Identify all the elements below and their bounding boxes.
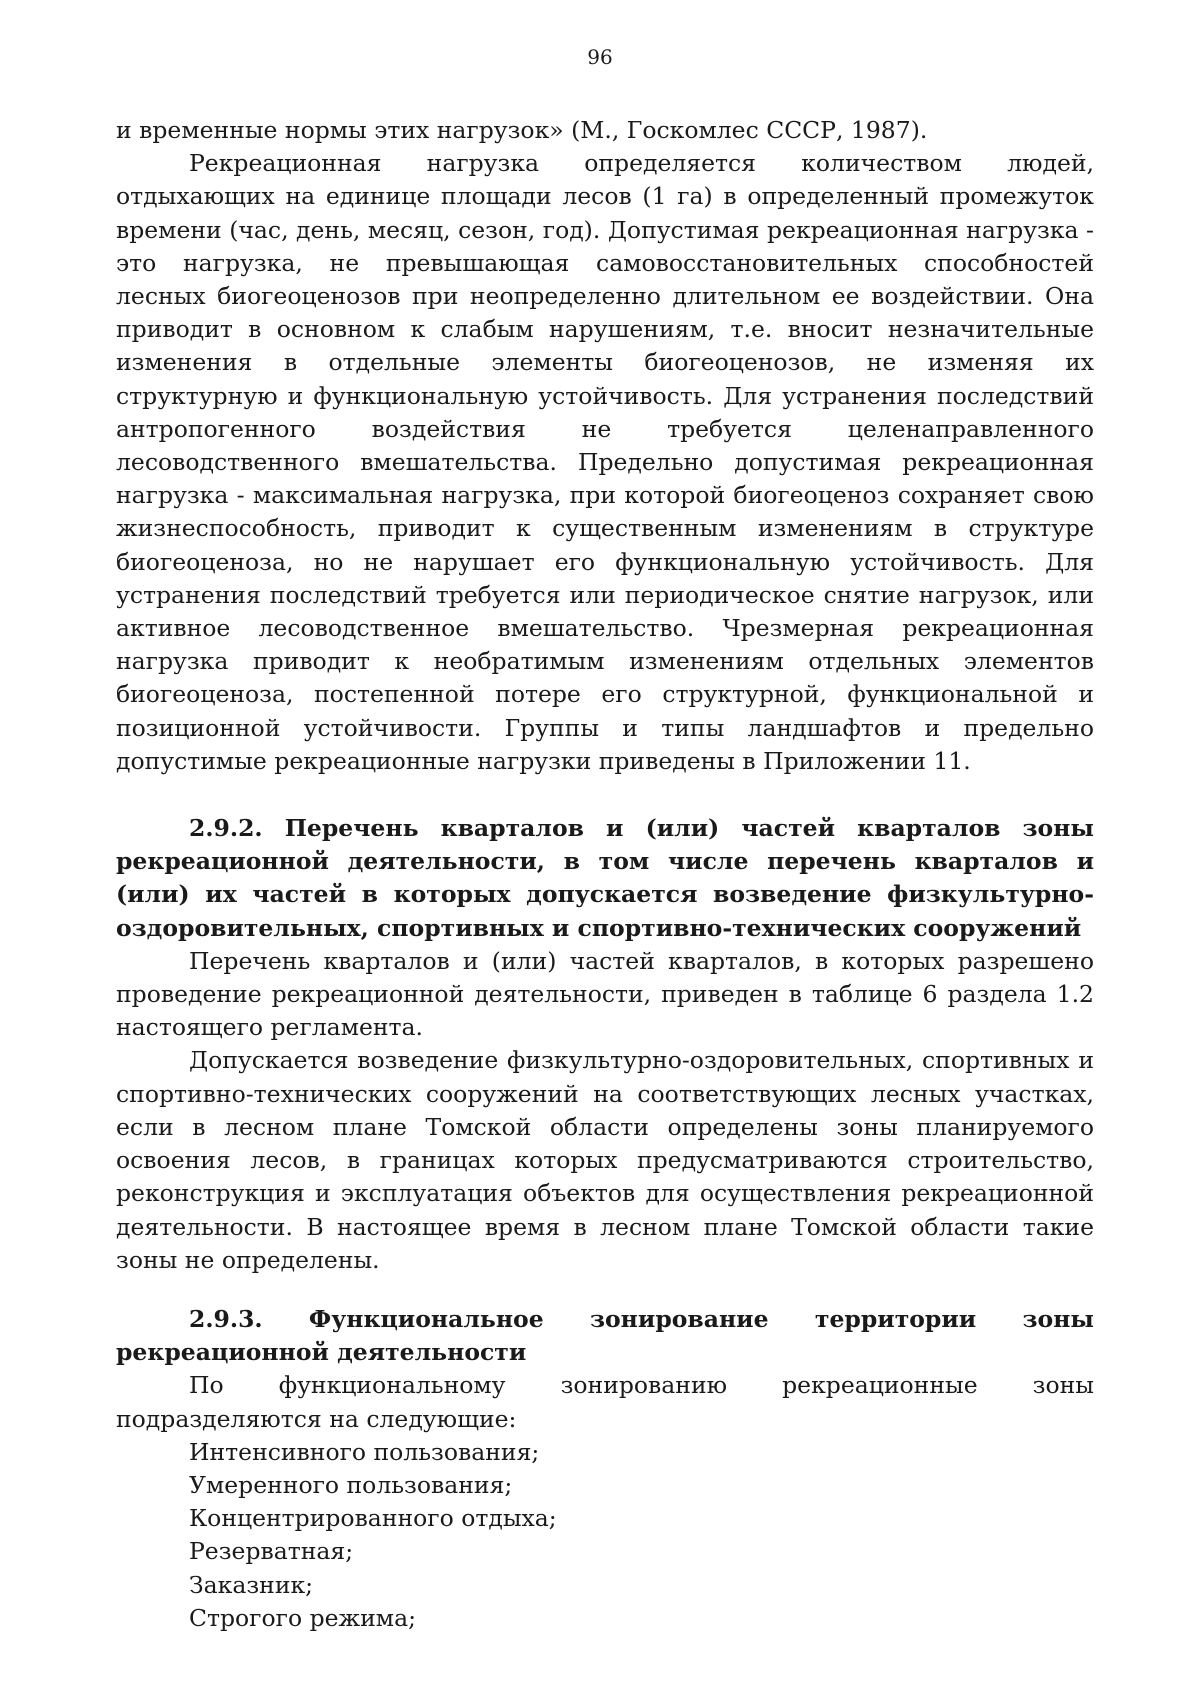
page-number: 96 xyxy=(587,45,613,69)
section-spacer xyxy=(116,778,1094,812)
list-item: Резерватная; xyxy=(189,1537,354,1566)
section-heading-2-9-3: 2.9.3. Функциональное зонирование территории зоны рекреационной деятельности xyxy=(116,1304,1094,1367)
list-item: Концентрированного отдыха; xyxy=(189,1504,557,1533)
list-item: Заказник; xyxy=(189,1570,314,1599)
list-item: Строгого режима; xyxy=(189,1603,417,1632)
paragraph-continuation: и временные нормы этих нагрузок» (М., Госкомлес СССР, 1987). xyxy=(116,116,928,144)
section-spacer xyxy=(116,1277,1094,1303)
paragraph-zoning-intro: По функциональному зонированию рекреационные зоны подразделяются на следующие: xyxy=(116,1371,1094,1433)
list-item: Интенсивного пользования; xyxy=(189,1437,540,1466)
section-heading-2-9-2: 2.9.2. Перечень кварталов и (или) частей кварталов зоны рекреационной деятельности, в том числе перечень кварталов и (или) их частей в которых допускается возведение физкультурно-оздоровительных, спортивных и спортивно-технических сооружений xyxy=(116,814,1094,942)
zones-list xyxy=(116,1436,1094,1635)
paragraph-construction-allowed: Допускается возведение физкультурно-оздоровительных, спортивных и спортивно-технических сооружений на соответствующих лесных участках, если в лесном плане Томской области определены зоны планируемого освоения лесов, в границах которых предусматриваются строительство, реконструкция и эксплуатация объектов для осуществления рекреационной деятельности. В настоящее время в лесном плане Томской области такие зоны не определены. xyxy=(116,1046,1094,1274)
paragraph-quarters-list: Перечень кварталов и (или) частей кварталов, в которых разрешено проведение рекреационной деятельности, приведен в таблице 6 раздела 1.2 настоящего регламента. xyxy=(116,946,1094,1042)
page-content xyxy=(116,114,1094,1635)
list-item: Умеренного пользования; xyxy=(189,1470,513,1499)
paragraph-recreation-load: Рекреационная нагрузка определяется количеством людей, отдыхающих на единице площади лесов (1 га) в определенный промежуток времени (час, день, месяц, сезон, год). Допустимая рекреационная нагрузка - это нагрузка, не превышающая самовосстановительных способностей лесных биогеоценозов при неопределенно длительном ее воздействии. Она приводит в основном к слабым нарушениям, т.е. вносит незначительные изменения в отдельные элементы биогеоценозов, не изменяя их структурную и функциональную устойчивость. Для устранения последствий антропогенного воздействия не требуется целенаправленного лесоводственного вмешательства. Предельно допустимая рекреационная нагрузка - максимальная нагрузка, при которой биогеоценоз сохраняет свою жизнеспособность, приводит к существенным изменениям в структуре биогеоценоза, но не нарушает его функциональную устойчивость. Для устранения последствий требуется или периодическое снятие нагрузок, или активное лесоводственное вмешательство. Чрезмерная рекреационная нагрузка приводит к необратимым изменениям отдельных элементов биогеоценоза, постепенной потере его структурной, функциональной и позиционной устойчивости. Группы и типы ландшафтов и предельно допустимые рекреационные нагрузки приведены в Приложении 11. xyxy=(116,149,1094,775)
